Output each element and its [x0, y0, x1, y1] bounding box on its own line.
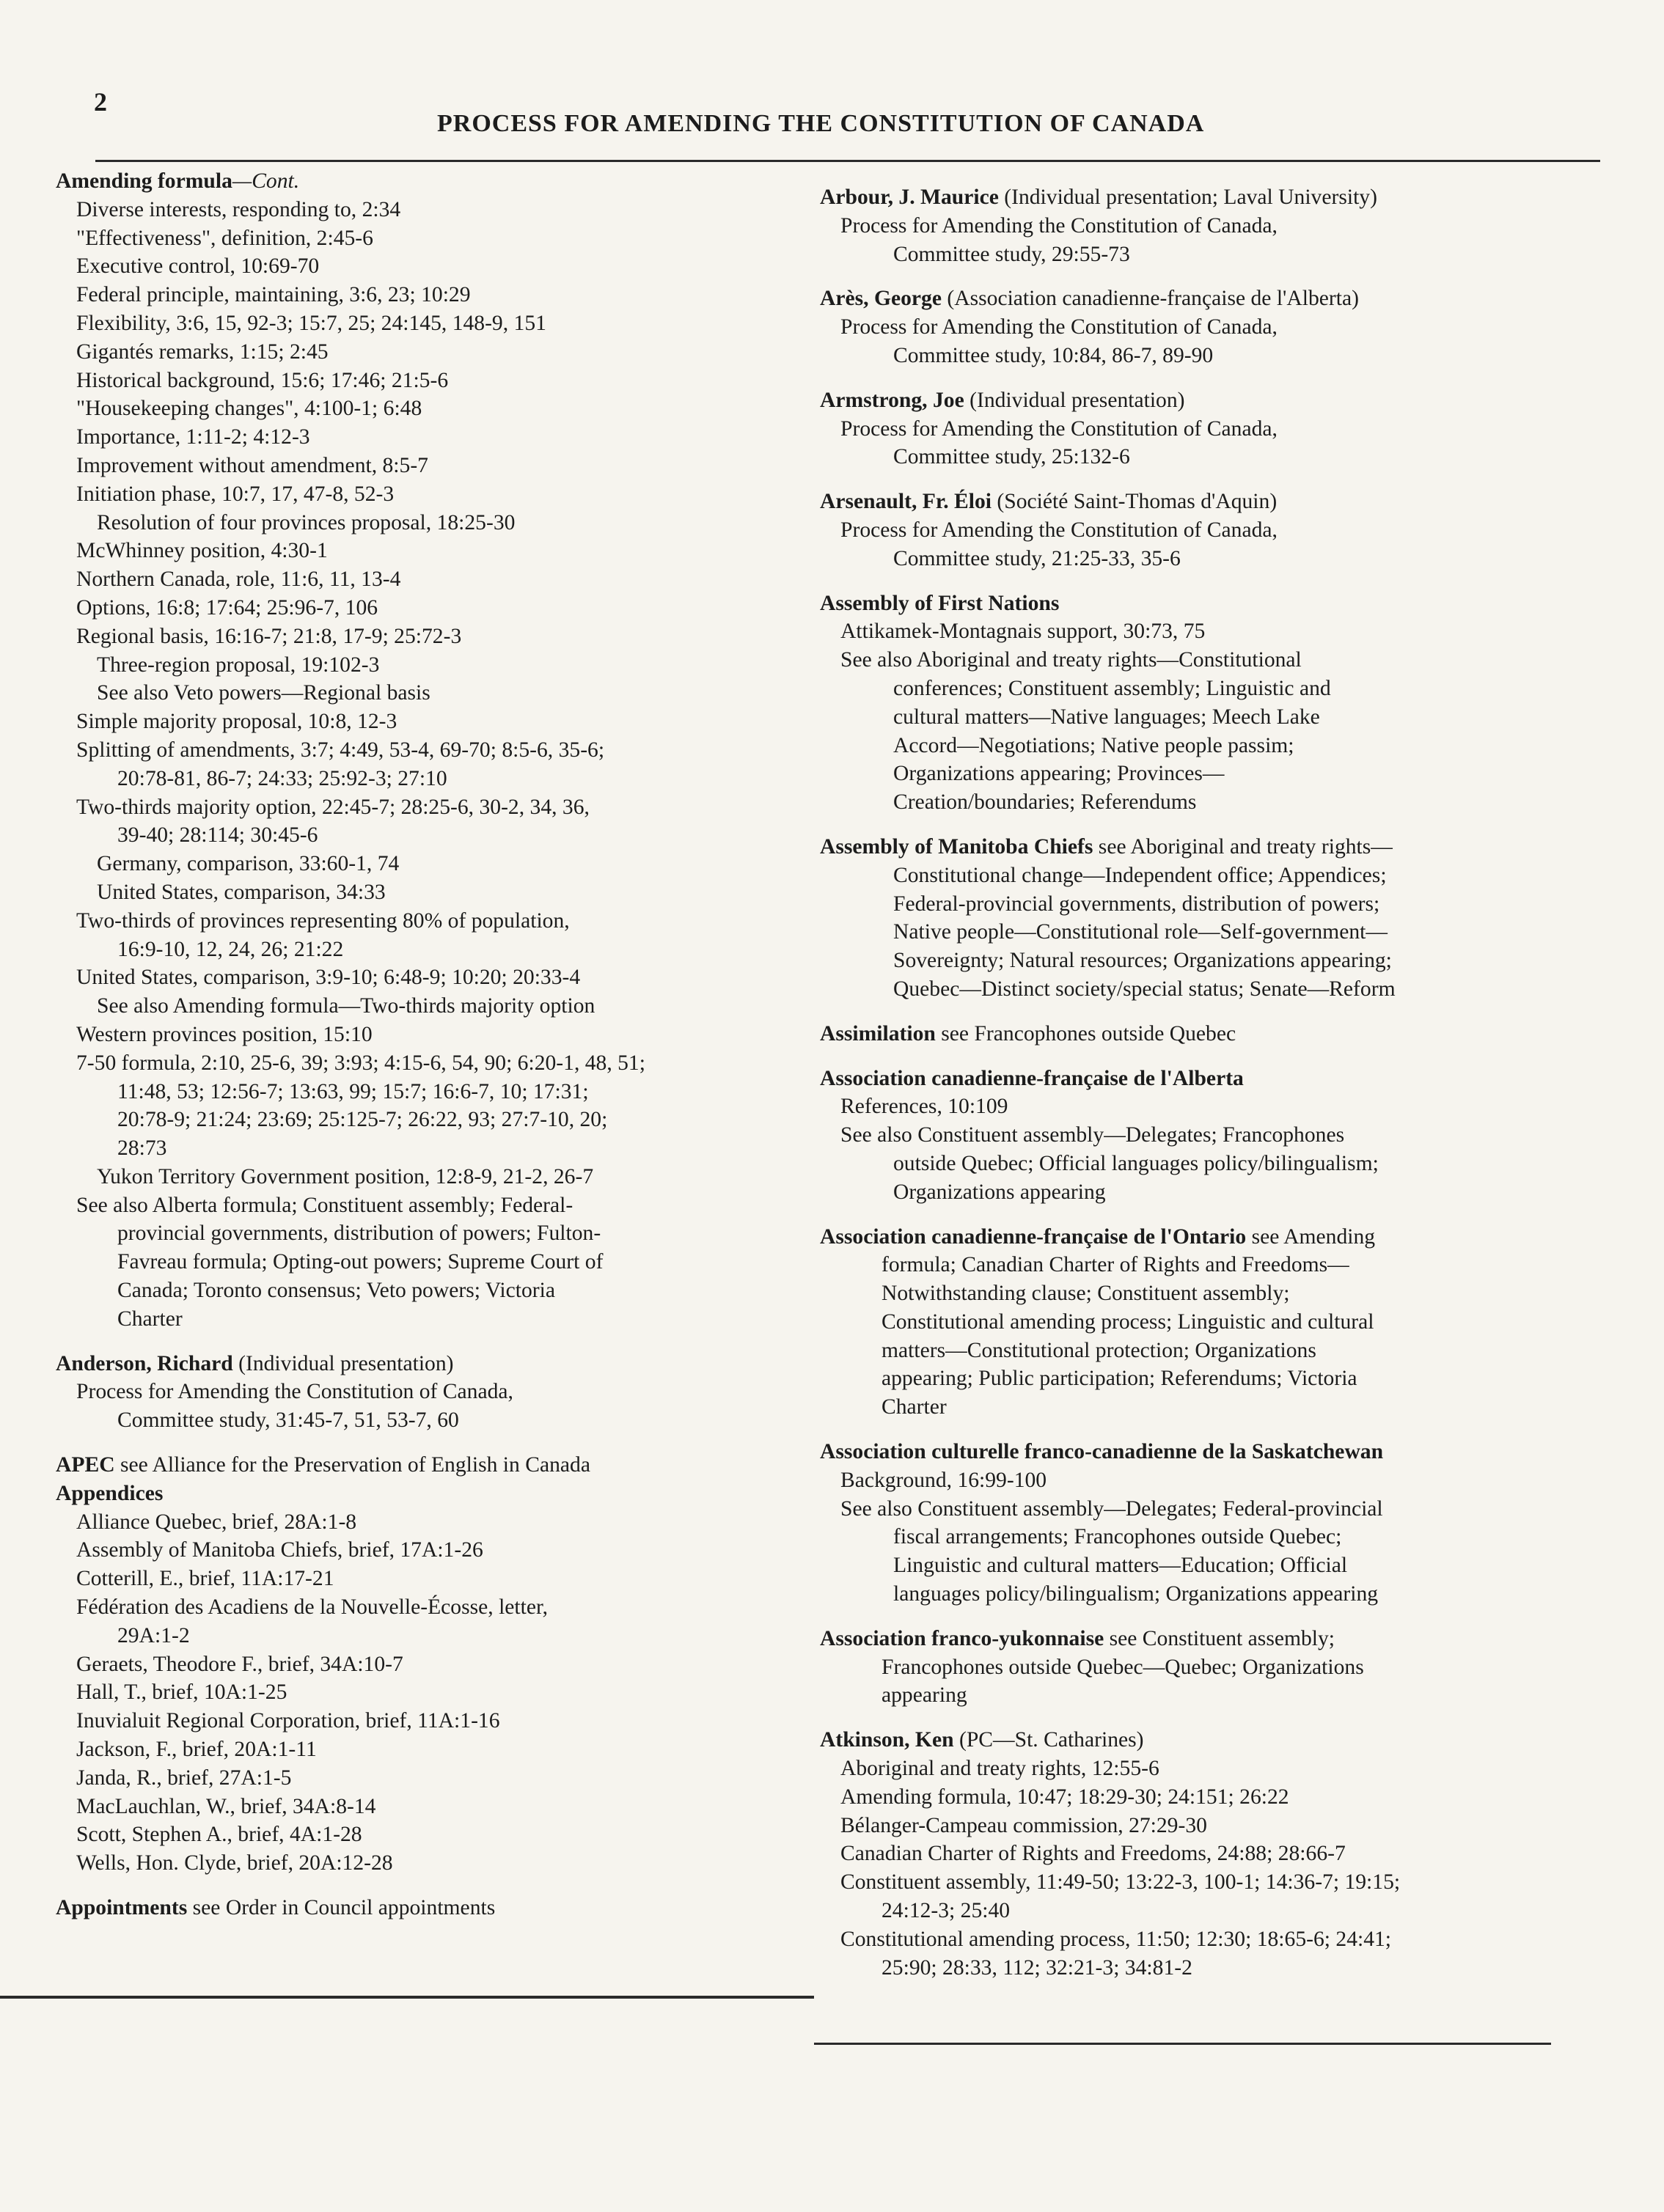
index-heading: Arsenault, Fr. Éloi (Société Saint-Thomas d'Aquin): [820, 490, 1278, 514]
index-subentry: Federal principle, maintaining, 3:6, 23; 10:29: [76, 283, 471, 307]
index-continuation: 25:90; 28:33, 112; 32:21-3; 34:81-2: [882, 1955, 1192, 1980]
index-continuation: Native people—Constitutional role—Self-government—: [893, 920, 1388, 944]
index-heading: Association franco-yukonnaise see Constituent assembly;: [820, 1626, 1335, 1650]
index-subentry: McWhinney position, 4:30-1: [76, 539, 328, 563]
index-subentry: Process for Amending the Constitution of Canada,: [840, 213, 1278, 238]
index-continuation: formula; Canadian Charter of Rights and Freedoms—: [882, 1253, 1349, 1277]
index-subentry: "Housekeeping changes", 4:100-1; 6:48: [76, 397, 422, 421]
index-continuation: fiscal arrangements; Francophones outside Quebec;: [893, 1525, 1342, 1549]
index-heading: Assembly of Manitoba Chiefs see Aboriginal and treaty rights—: [820, 834, 1393, 859]
index-subentry: Assembly of Manitoba Chiefs, brief, 17A:1-26: [76, 1538, 483, 1562]
index-subentry: Hall, T., brief, 10A:1-25: [76, 1680, 287, 1705]
index-continuation: appearing; Public participation; Referendums; Victoria: [882, 1367, 1357, 1391]
index-see-also: See also Aboriginal and treaty rights—Constitutional: [840, 648, 1302, 672]
index-continuation: 28:73: [117, 1136, 167, 1161]
index-heading: Assembly of First Nations: [820, 591, 1060, 615]
index-heading: Appendices: [56, 1481, 164, 1505]
index-continuation: conferences; Constituent assembly; Linguistic and: [893, 676, 1331, 700]
index-subentry: Cotterill, E., brief, 11A:17-21: [76, 1567, 334, 1591]
index-continuation: appearing: [882, 1683, 967, 1708]
index-subentry: Executive control, 10:69-70: [76, 254, 320, 279]
index-see-also: See also Amending formula—Two-thirds majority option: [97, 994, 595, 1018]
index-subentry: Bélanger-Campeau commission, 27:29-30: [840, 1813, 1207, 1837]
index-continuation: Constitutional change—Independent office; Appendices;: [893, 863, 1387, 887]
index-subentry: Resolution of four provinces proposal, 18:25-30: [97, 510, 516, 534]
index-heading: Assimilation see Francophones outside Quebec: [820, 1021, 1236, 1046]
index-subentry: Fédération des Acadiens de la Nouvelle-Écosse, letter,: [76, 1595, 549, 1620]
index-subentry: Geraets, Theodore F., brief, 34A:10-7: [76, 1652, 403, 1676]
index-subentry: Two-thirds majority option, 22:45-7; 28:25-6, 30-2, 34, 36,: [76, 795, 590, 819]
index-continuation: Federal-provincial governments, distribution of powers;: [893, 892, 1380, 916]
index-continuation: Committee study, 21:25-33, 35-6: [893, 546, 1181, 570]
index-see-also: See also Constituent assembly—Delegates; Federal-provincial: [840, 1496, 1383, 1521]
index-continuation: Committee study, 31:45-7, 51, 53-7, 60: [117, 1408, 459, 1433]
index-subentry: United States, comparison, 3:9-10; 6:48-9; 10:20; 20:33-4: [76, 966, 581, 990]
index-continuation: Organizations appearing; Provinces—: [893, 762, 1225, 786]
index-subentry: Process for Amending the Constitution of Canada,: [840, 416, 1278, 441]
index-continuation: Committee study, 29:55-73: [893, 242, 1130, 266]
page-header: [0, 0, 1664, 176]
index-subentry: Simple majority proposal, 10:8, 12-3: [76, 710, 397, 734]
index-subentry: Yukon Territory Government position, 12:8-9, 21-2, 26-7: [97, 1164, 594, 1188]
index-subentry: Jackson, F., brief, 20A:1-11: [76, 1738, 317, 1762]
index-see-also: See also Veto powers—Regional basis: [97, 681, 430, 705]
index-subentry: Aboriginal and treaty rights, 12:55-6: [840, 1757, 1159, 1781]
index-heading: Appointments see Order in Council appointments: [56, 1896, 496, 1920]
index-subentry: Options, 16:8; 17:64; 25:96-7, 106: [76, 595, 378, 620]
index-continuation: Sovereignty; Natural resources; Organizations appearing;: [893, 949, 1392, 973]
index-continuation: Committee study, 25:132-6: [893, 445, 1130, 469]
index-continuation: 39-40; 28:114; 30:45-6: [117, 823, 318, 848]
index-heading: Amending formula—Cont.: [56, 169, 300, 193]
header-rule: [95, 160, 1600, 162]
index-continuation: Charter: [882, 1395, 947, 1419]
index-continuation: Charter: [117, 1307, 183, 1331]
index-subentry: Constitutional amending process, 11:50; 12:30; 18:65-6; 24:41;: [840, 1927, 1392, 1951]
index-subentry: Two-thirds of provinces representing 80% of population,: [76, 908, 570, 933]
index-subentry: Amending formula, 10:47; 18:29-30; 24:151; 26:22: [840, 1785, 1289, 1809]
index-continuation: Organizations appearing: [893, 1180, 1106, 1204]
index-heading: Arbour, J. Maurice (Individual presentation; Laval University): [820, 185, 1377, 209]
index-continuation: 29A:1-2: [117, 1623, 190, 1647]
index-heading: Association canadienne-française de l'Alberta: [820, 1066, 1244, 1090]
index-heading: Armstrong, Joe (Individual presentation): [820, 388, 1185, 412]
index-subentry: "Effectiveness", definition, 2:45-6: [76, 226, 373, 250]
index-subentry: Northern Canada, role, 11:6, 11, 13-4: [76, 567, 401, 592]
index-subentry: Splitting of amendments, 3:7; 4:49, 53-4, 69-70; 8:5-6, 35-6;: [76, 738, 605, 762]
page-number: 2: [94, 87, 107, 117]
index-column-right: [820, 167, 1575, 1982]
index-heading: APEC see Alliance for the Preservation of English in Canada: [56, 1453, 590, 1477]
index-subentry: Western provinces position, 15:10: [76, 1022, 373, 1046]
index-continuation: Accord—Negotiations; Native people passim;: [893, 733, 1294, 757]
index-subentry: Attikamek-Montagnais support, 30:73, 75: [840, 620, 1206, 644]
index-continuation: provincial governments, distribution of powers; Fulton-: [117, 1221, 601, 1246]
index-subentry: Inuvialuit Regional Corporation, brief, 11A:1-16: [76, 1709, 500, 1733]
index-subentry: Initiation phase, 10:7, 17, 47-8, 52-3: [76, 482, 395, 506]
index-continuation: languages policy/bilingualism; Organizations appearing: [893, 1582, 1379, 1606]
index-subentry: References, 10:109: [840, 1095, 1008, 1119]
index-subentry: Process for Amending the Constitution of Canada,: [840, 518, 1278, 542]
index-subentry: Process for Amending the Constitution of Canada,: [76, 1380, 513, 1404]
index-continuation: Quebec—Distinct society/special status; Senate—Reform: [893, 977, 1396, 1001]
index-heading: Anderson, Richard (Individual presentation): [56, 1351, 454, 1375]
index-subentry: Process for Amending the Constitution of Canada,: [840, 315, 1278, 339]
index-see-also: See also Constituent assembly—Delegates; Francophones: [840, 1123, 1345, 1147]
footer-rule-right: [814, 2043, 1551, 2045]
index-subentry: Flexibility, 3:6, 15, 92-3; 15:7, 25; 24:145, 148-9, 151: [76, 311, 546, 335]
index-subentry: United States, comparison, 34:33: [97, 880, 386, 904]
index-subentry: Alliance Quebec, brief, 28A:1-8: [76, 1510, 357, 1534]
index-continuation: 24:12-3; 25:40: [882, 1899, 1011, 1923]
index-subentry: Scott, Stephen A., brief, 4A:1-28: [76, 1823, 362, 1847]
index-continuation: 20:78-81, 86-7; 24:33; 25:92-3; 27:10: [117, 766, 447, 790]
index-column-left: [56, 167, 804, 1922]
index-continuation: outside Quebec; Official languages policy/bilingualism;: [893, 1151, 1379, 1175]
index-continuation: Francophones outside Quebec—Quebec; Organizations: [882, 1655, 1364, 1679]
index-continuation: Favreau formula; Opting-out powers; Supreme Court of: [117, 1250, 604, 1274]
running-title: PROCESS FOR AMENDING THE CONSTITUTION OF CANADA: [437, 110, 1205, 137]
index-subentry: Three-region proposal, 19:102-3: [97, 653, 380, 677]
index-subentry: Regional basis, 16:16-7; 21:8, 17-9; 25:72-3: [76, 624, 462, 648]
index-see-also: See also Alberta formula; Constituent assembly; Federal-: [76, 1193, 573, 1217]
index-heading: Association culturelle franco-canadienne de la Saskatchewan: [820, 1440, 1384, 1464]
index-heading: Association canadienne-française de l'Ontario see Amending: [820, 1224, 1376, 1249]
index-subentry: Germany, comparison, 33:60-1, 74: [97, 852, 400, 876]
index-continuation: matters—Constitutional protection; Organizations: [882, 1338, 1316, 1362]
index-heading: Arès, George (Association canadienne-française de l'Alberta): [820, 287, 1359, 311]
index-subentry: 7-50 formula, 2:10, 25-6, 39; 3:93; 4:15-6, 54, 90; 6:20-1, 48, 51;: [76, 1051, 645, 1075]
index-subentry: Constituent assembly, 11:49-50; 13:22-3, 100-1; 14:36-7; 19:15;: [840, 1870, 1401, 1895]
footer-rule-left: [0, 1996, 814, 1999]
index-subentry: Importance, 1:11-2; 4:12-3: [76, 425, 310, 449]
index-heading: Atkinson, Ken (PC—St. Catharines): [820, 1728, 1144, 1752]
index-continuation: cultural matters—Native languages; Meech Lake: [893, 705, 1320, 729]
index-continuation: Canada; Toronto consensus; Veto powers; Victoria: [117, 1279, 555, 1303]
index-subentry: Diverse interests, responding to, 2:34: [76, 197, 401, 221]
index-subentry: Canadian Charter of Rights and Freedoms, 24:88; 28:66-7: [840, 1842, 1346, 1866]
index-continuation: 16:9-10, 12, 24, 26; 21:22: [117, 937, 344, 961]
index-subentry: MacLauchlan, W., brief, 34A:8-14: [76, 1794, 376, 1818]
index-continuation: Notwithstanding clause; Constituent assembly;: [882, 1282, 1290, 1306]
index-continuation: Linguistic and cultural matters—Education; Official: [893, 1554, 1348, 1578]
index-continuation: Creation/boundaries; Referendums: [893, 790, 1197, 815]
index-subentry: Gigantés remarks, 1:15; 2:45: [76, 339, 329, 364]
index-continuation: Constitutional amending process; Linguistic and cultural: [882, 1309, 1374, 1334]
index-subentry: Historical background, 15:6; 17:46; 21:5-6: [76, 368, 449, 392]
index-continuation: 11:48, 53; 12:56-7; 13:63, 99; 15:7; 16:6-7, 10; 17:31;: [117, 1079, 589, 1103]
index-subentry: Improvement without amendment, 8:5-7: [76, 453, 428, 477]
index-subentry: Janda, R., brief, 27A:1-5: [76, 1765, 292, 1790]
index-continuation: Committee study, 10:84, 86-7, 89-90: [893, 343, 1214, 367]
index-subentry: Background, 16:99-100: [840, 1468, 1047, 1492]
index-continuation: 20:78-9; 21:24; 23:69; 25:125-7; 26:22, 93; 27:7-10, 20;: [117, 1108, 608, 1132]
index-subentry: Wells, Hon. Clyde, brief, 20A:12-28: [76, 1851, 393, 1875]
